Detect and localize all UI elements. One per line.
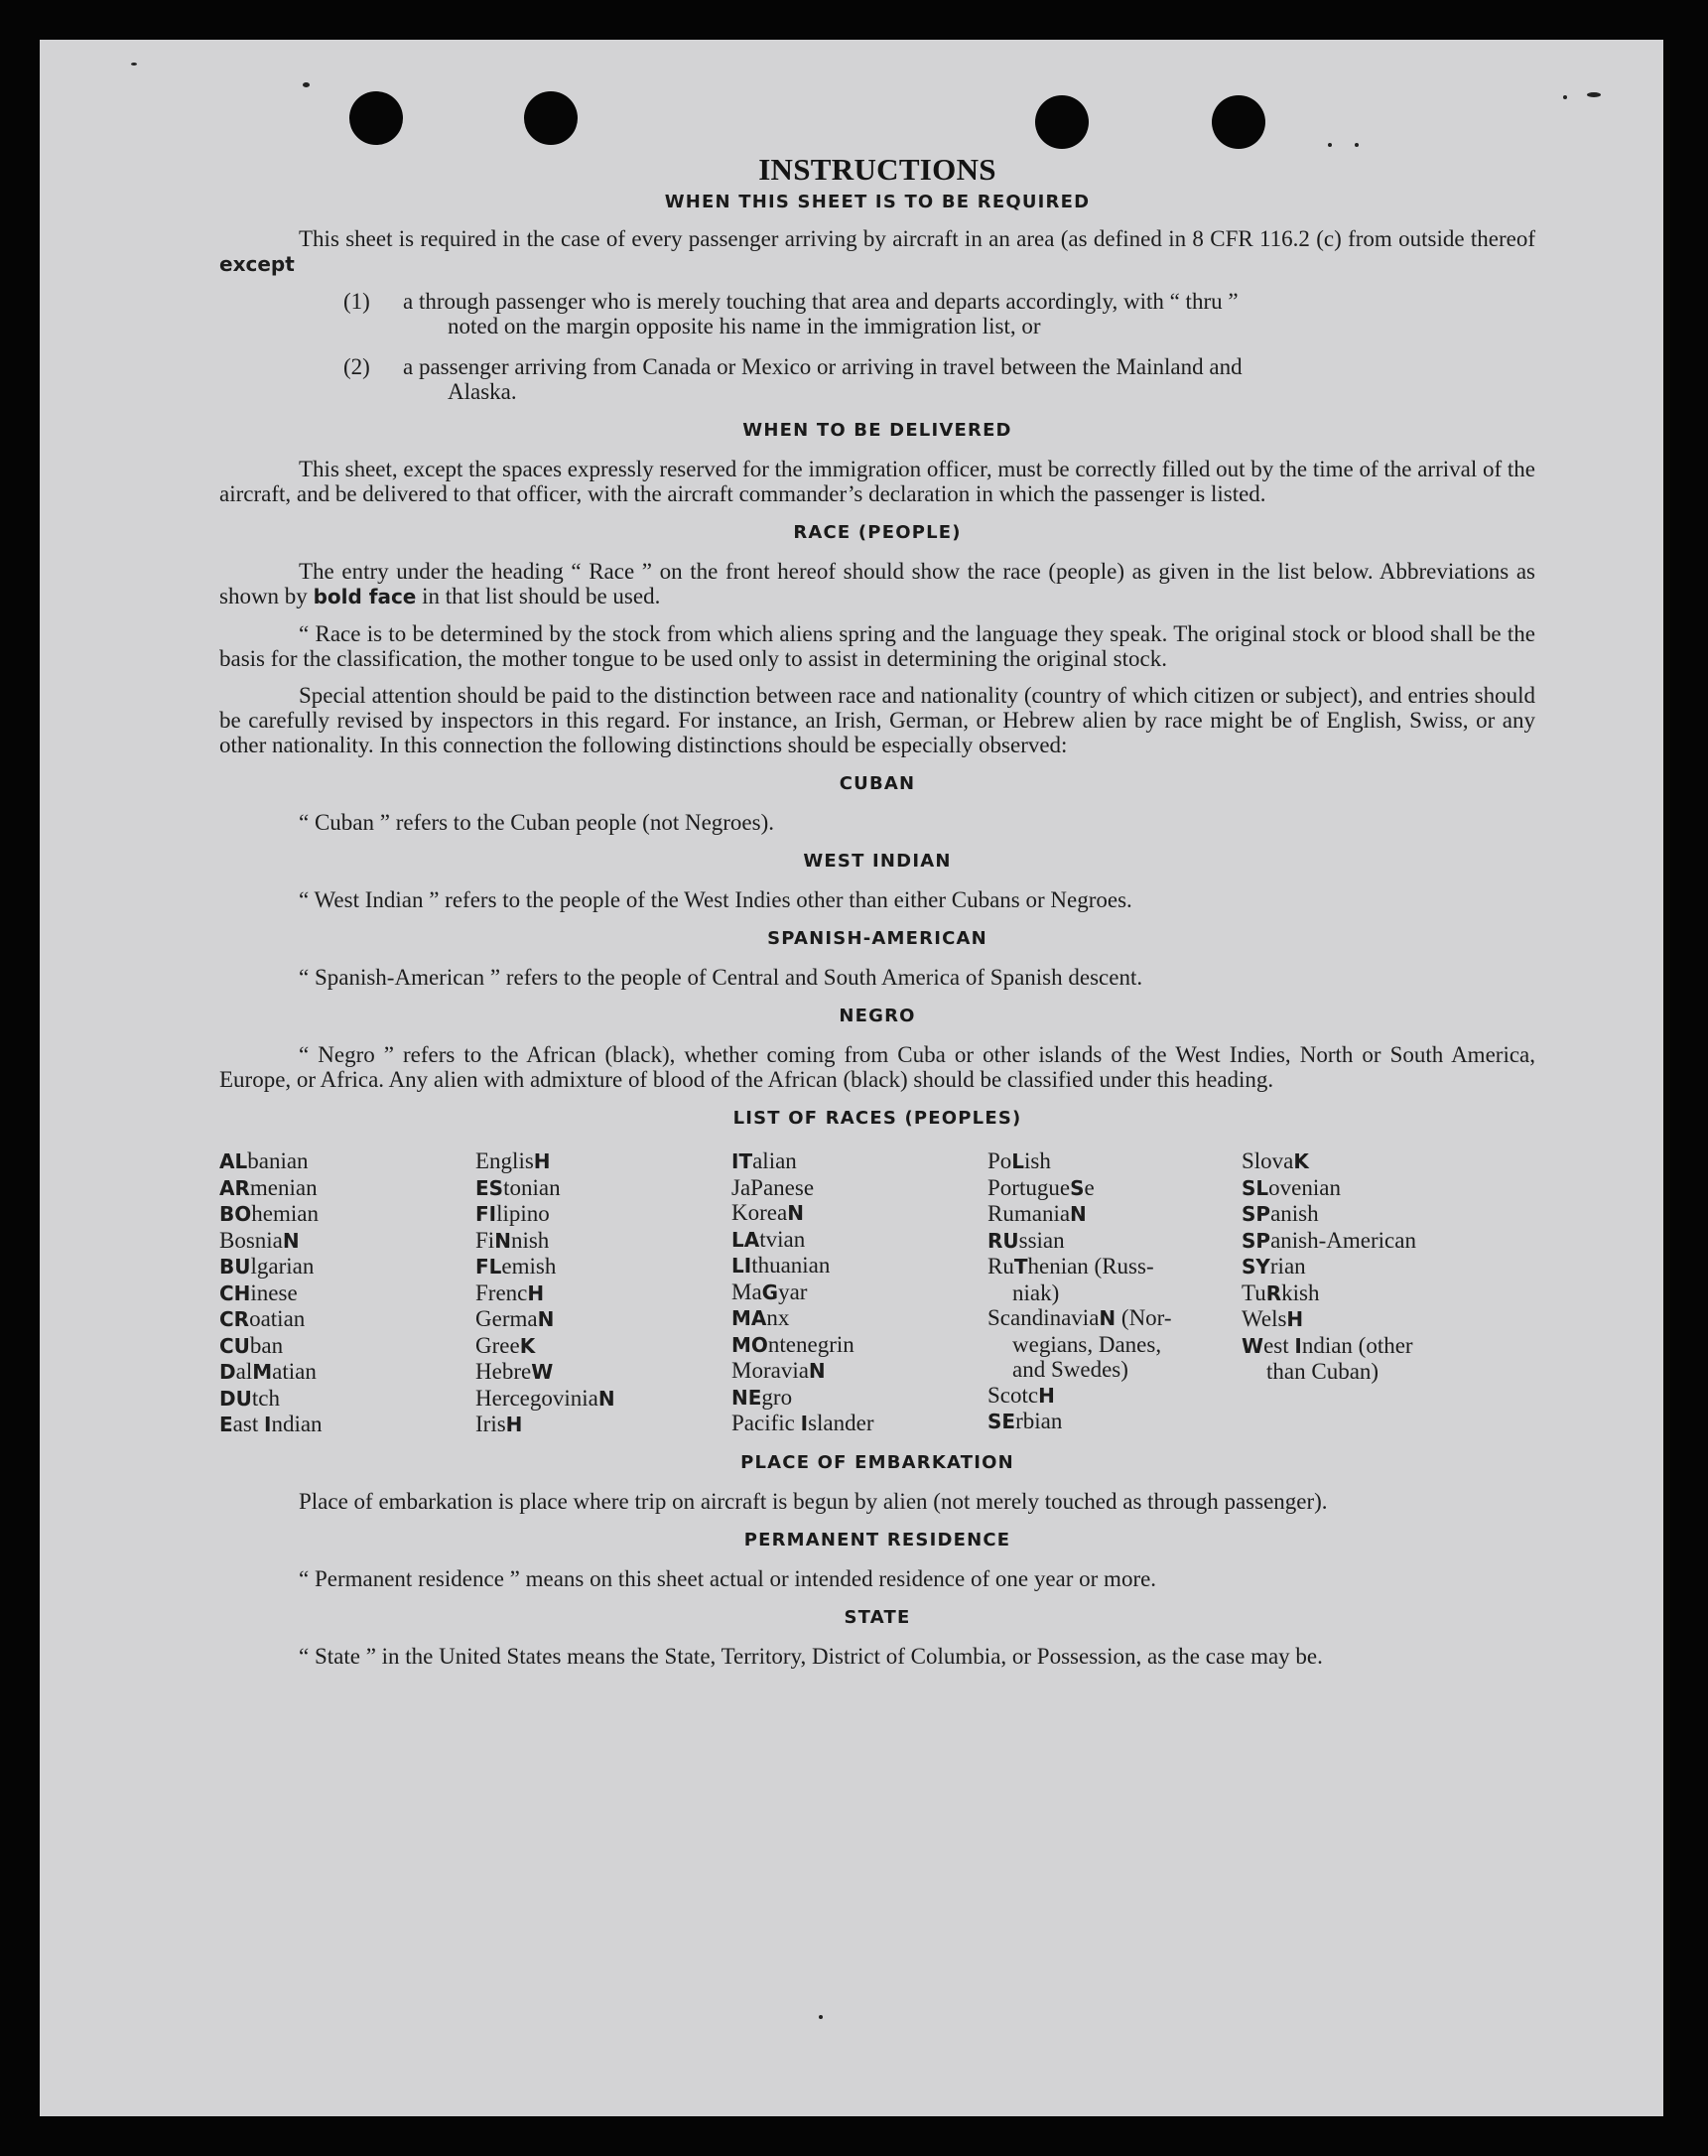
instructions-body	[219, 152, 1535, 1669]
race-entry: HercegoviniaN	[475, 1385, 615, 1411]
section-heading-negro: NEGRO	[839, 1006, 916, 1026]
race-list	[219, 1148, 1535, 1438]
paragraph-embarkation: Place of embarkation is place where trip on aircraft is begun by alien (not merely touched as through passenger).	[299, 1488, 1328, 1514]
race-entry: PoLish	[987, 1148, 1051, 1173]
section-heading-state: STATE	[844, 1606, 911, 1628]
race-entry: BOhemian	[219, 1201, 319, 1226]
race-entry: RUssian	[987, 1227, 1065, 1253]
exception-item: (1) a through passenger who is merely touching that area and departs accordingly, with “ thru ” noted on the margin opposite his name in the immigration list, or	[343, 289, 1239, 338]
punch-hole	[524, 91, 578, 145]
race-column	[219, 1148, 475, 1438]
section-heading-permanent-residence: PERMANENT RESIDENCE	[743, 1529, 1011, 1550]
race-column	[1242, 1148, 1490, 1438]
race-entry: ALbanian	[219, 1148, 309, 1173]
section-heading-when-required: WHEN THIS SHEET IS TO BE REQUIRED	[664, 192, 1091, 212]
race-entry: SYrian	[1242, 1254, 1306, 1279]
race-entry: IrisH	[475, 1412, 523, 1436]
race-entry: SLovenian	[1242, 1174, 1341, 1200]
race-entry-continuation: wegians, Danes,	[1012, 1331, 1162, 1357]
race-entry: DalMatian	[219, 1359, 317, 1384]
race-entry: RumaniaN	[987, 1201, 1087, 1226]
race-entry: ScotcH	[987, 1382, 1055, 1408]
race-entry: MOntenegrin	[731, 1331, 854, 1357]
speck	[1563, 95, 1567, 99]
exception-list	[219, 289, 1535, 404]
race-entry: LIthuanian	[731, 1253, 831, 1278]
race-entry-continuation: than Cuban)	[1266, 1359, 1380, 1384]
race-entry: DUtch	[219, 1385, 280, 1411]
race-entry: CHinese	[219, 1280, 298, 1305]
race-entry: ScandinaviaN (Nor-	[987, 1305, 1172, 1330]
exception-item: (2) a passenger arriving from Canada or Mexico or arriving in travel between the Mainland and Alaska.	[343, 354, 1243, 404]
race-entry: SPanish	[1242, 1201, 1319, 1226]
punch-hole	[1035, 95, 1089, 149]
race-entry: East Indian	[219, 1412, 323, 1436]
section-heading-list-of-races: LIST OF RACES (PEOPLES)	[732, 1108, 1022, 1129]
paragraph-spanish-american: “ Spanish-American ” refers to the people of Central and South America of Spanish descent.	[299, 965, 1143, 990]
race-column	[475, 1148, 731, 1438]
race-entry: HebreW	[475, 1359, 554, 1384]
section-heading-embarkation: PLACE OF EMBARKATION	[740, 1451, 1014, 1473]
race-entry: MoraviaN	[731, 1358, 826, 1383]
speck	[819, 2015, 823, 2019]
race-entry: SErbian	[987, 1409, 1063, 1433]
race-entry: FrencH	[475, 1280, 545, 1305]
race-entry: SPanish-American	[1242, 1227, 1416, 1253]
race-entry: MaGyar	[731, 1279, 808, 1304]
section-heading-west-indian: WEST INDIAN	[803, 851, 952, 872]
paragraph-race-entry: The entry under the heading “ Race ” on the front hereof should show the race (people) as given in the list below. Abbreviations as shown by bold face in that list should be used.	[219, 559, 1535, 608]
paragraph-cuban: “ Cuban ” refers to the Cuban people (not Negroes).	[299, 810, 775, 835]
race-entry: BUlgarian	[219, 1254, 315, 1279]
speck	[1355, 143, 1359, 147]
race-entry: GreeK	[475, 1332, 536, 1358]
paragraph-delivery: This sheet, except the spaces expressly reserved for the immigration officer, must be correctly filled out by the time of the arrival of the aircraft, and be delivered to that officer, with the aircraft commander’s declaration in which the passenger is listed.	[219, 457, 1535, 506]
speck	[1587, 92, 1601, 97]
paragraph-race-distinction: Special attention should be paid to the distinction between race and nationality (country of which citizen or subject), and entries should be carefully revised by inspectors in this regard. For instance, an Irish, German, or Hebrew alien by race might be of English, Swiss, or any other nationality. In this connection the following distinctions should be especially observed:	[219, 683, 1535, 757]
punch-hole	[349, 91, 403, 145]
race-entry: FiNnish	[475, 1227, 550, 1253]
race-entry: ARmenian	[219, 1174, 318, 1200]
race-entry: GermaN	[475, 1306, 555, 1331]
race-entry: LAtvian	[731, 1226, 806, 1252]
paragraph-state: “ State ” in the United States means the State, Territory, District of Columbia, or Possession, as the case may be.	[299, 1643, 1323, 1669]
section-heading-when-delivered: WHEN TO BE DELIVERED	[742, 420, 1012, 441]
speck	[303, 82, 310, 87]
race-column	[731, 1148, 987, 1438]
race-entry: PortugueSe	[987, 1174, 1095, 1200]
punch-hole	[1212, 95, 1265, 149]
section-heading-spanish-american: SPANISH-AMERICAN	[767, 928, 987, 949]
race-entry: CRoatian	[219, 1306, 306, 1331]
race-entry: FLemish	[475, 1254, 557, 1279]
paragraph-west-indian: “ West Indian ” refers to the people of the West Indies other than either Cubans or Negroes.	[299, 887, 1132, 912]
race-column	[987, 1148, 1242, 1438]
race-entry: TuRkish	[1242, 1280, 1320, 1305]
race-entry: KoreaN	[731, 1200, 804, 1225]
race-entry: Pacific Islander	[731, 1411, 874, 1435]
race-entry: SlovaK	[1242, 1148, 1309, 1173]
race-entry: BosniaN	[219, 1227, 300, 1253]
document-sheet	[40, 40, 1663, 2116]
paragraph-permanent-residence: “ Permanent residence ” means on this sheet actual or intended residence of one year or more.	[299, 1565, 1157, 1591]
section-heading-cuban: CUBAN	[839, 773, 916, 794]
race-entry: MAnx	[731, 1305, 790, 1330]
paragraph-requirement: This sheet is required in the case of every passenger arriving by aircraft in an area (as defined in 8 CFR 116.2 (c) from outside thereof except	[219, 226, 1535, 276]
race-entry: EStonian	[475, 1174, 561, 1200]
race-entry: WelsH	[1242, 1306, 1304, 1331]
paragraph-race-stock: “ Race is to be determined by the stock from which aliens spring and the language they speak. The original stock or blood shall be the basis for the classification, the mother tongue to be used only to assist in determining the original stock.	[219, 621, 1535, 671]
race-entry: FIlipino	[475, 1201, 550, 1226]
race-entry: ITalian	[731, 1148, 797, 1173]
speck	[1328, 143, 1332, 147]
race-entry: CUban	[219, 1332, 284, 1358]
paragraph-negro: “ Negro ” refers to the African (black), whether coming from Cuba or other islands of the West Indies, North or South America, Europe, or Africa. Any alien with admixture of blood of the African (black) should be classified under this heading.	[219, 1042, 1535, 1092]
page-title: INSTRUCTIONS	[758, 152, 996, 187]
race-entry-continuation: niak)	[1012, 1280, 1060, 1305]
race-entry: EnglisH	[475, 1148, 551, 1173]
race-entry: RuThenian (Russ-	[987, 1254, 1154, 1279]
race-entry: JaPanese	[731, 1174, 815, 1200]
speck	[131, 63, 137, 66]
race-entry: NEgro	[731, 1384, 793, 1410]
race-entry-continuation: and Swedes)	[1012, 1357, 1128, 1382]
section-heading-race: RACE (PEOPLE)	[793, 522, 962, 543]
race-entry: West Indian (other	[1242, 1332, 1413, 1358]
